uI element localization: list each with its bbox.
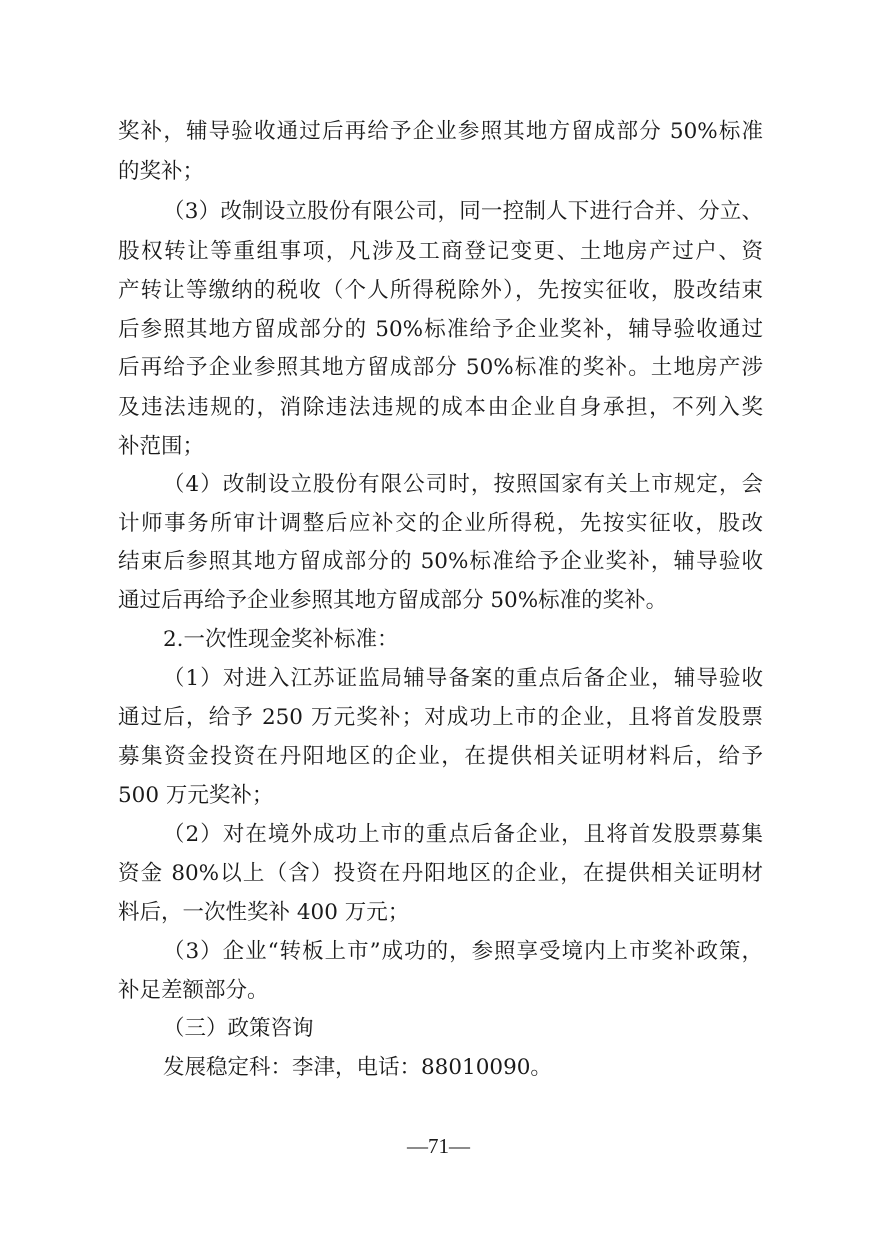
text-line: 的奖补； <box>118 159 205 184</box>
text-line: 500 万元奖补； <box>118 783 274 808</box>
text-line: 结束后参照其地方留成部分的 50%标准给予企业奖补，辅导验收 <box>118 549 763 574</box>
text-line: 产转让等缴纳的税收（个人所得税除外），先按实征收，股改结束 <box>118 278 763 303</box>
text-line: （1）对进入江苏证监局辅导备案的重点后备企业，辅导验收 <box>163 666 763 691</box>
text-line: （3）企业“转板上市”成功的，参照享受境内上市奖补政策， <box>163 939 763 964</box>
text-line: 后再给予企业参照其地方留成部分 50%标准的奖补。土地房产涉 <box>118 355 763 380</box>
text-line: 后参照其地方留成部分的 50%标准给予企业奖补，辅导验收通过 <box>118 317 763 342</box>
text-line: 计师事务所审计调整后应补交的企业所得税，先按实征收，股改 <box>118 511 763 536</box>
text-line: 及违法违规的，消除违法违规的成本由企业自身承担，不列入奖 <box>118 395 763 420</box>
text-line: 通过后，给予 250 万元奖补；对成功上市的企业，且将首发股票 <box>118 705 763 730</box>
text-line: 资金 80%以上（含）投资在丹阳地区的企业，在提供相关证明材 <box>118 861 763 886</box>
text-line: （2）对在境外成功上市的重点后备企业，且将首发股票募集 <box>163 822 763 847</box>
text-line: 通过后再给予企业参照其地方留成部分 50%标准的奖补。 <box>118 588 668 613</box>
contact-line: 发展稳定科：李津，电话：88010090。 <box>163 1055 552 1080</box>
text-line: 股权转让等重组事项，凡涉及工商登记变更、土地房产过户、资 <box>118 239 763 264</box>
text-line: 补足差额部分。 <box>118 978 269 1003</box>
text-line: 补范围； <box>118 434 205 459</box>
text-line: （3）改制设立股份有限公司，同一控制人下进行合并、分立、 <box>163 199 763 224</box>
section-heading: 2.一次性现金奖补标准： <box>163 627 399 652</box>
text-line: 奖补，辅导验收通过后再给予企业参照其地方留成部分 50%标准 <box>118 119 763 144</box>
section-heading: （三）政策咨询 <box>163 1016 314 1041</box>
text-line: 料后，一次性奖补 400 万元； <box>118 900 410 925</box>
page-number: —71— <box>407 1134 470 1158</box>
text-line: （4）改制设立股份有限公司时，按照国家有关上市规定，会 <box>163 472 763 497</box>
text-line: 募集资金投资在丹阳地区的企业，在提供相关证明材料后，给予 <box>118 744 763 769</box>
